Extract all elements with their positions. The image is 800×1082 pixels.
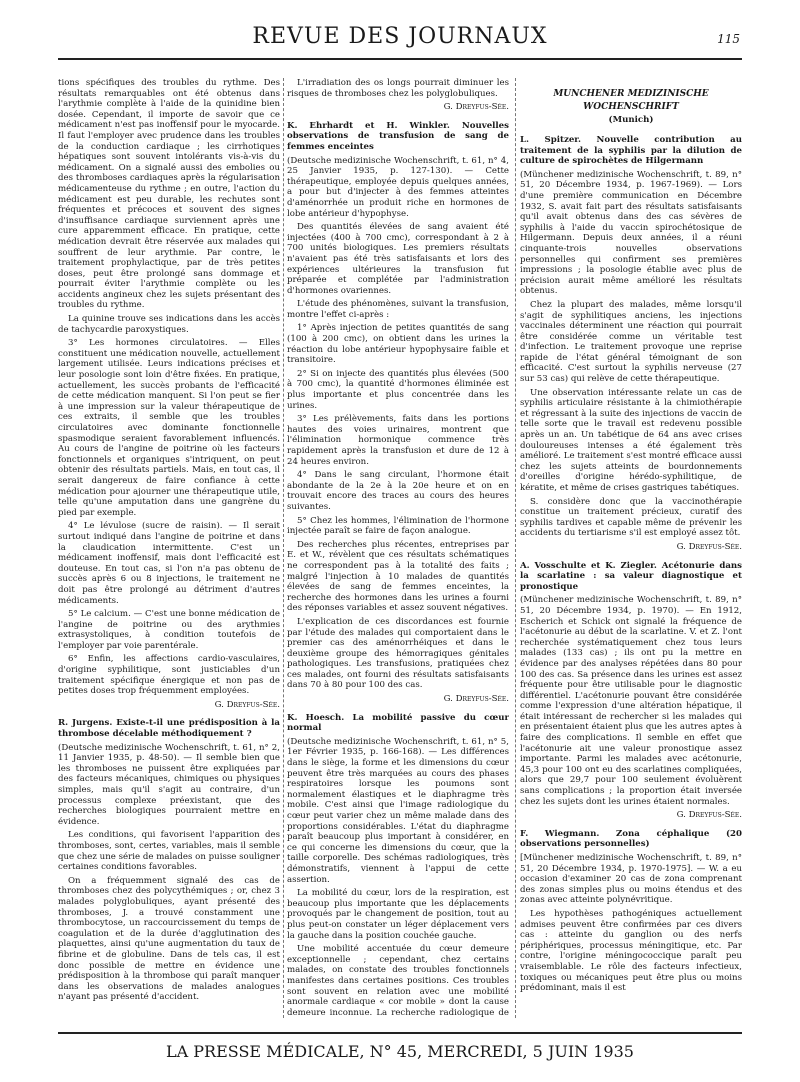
paragraph: (Deutsche medizinische Wochenschrift, t. 61, n° 2, 11 Janvier 1935, p. 48-50). — Il semble bien que les thromboses ne puissent être expliquées par des facteurs mécaniques, chimiques ou physiques simples, mais qu'il s'agit au contraire, d'un processus complexe préexistant, que des recherches biologiques pourraient mettre en évidence. bbox=[58, 742, 280, 827]
column-left bbox=[58, 78, 280, 1018]
article-title: A. Vosschulte et K. Ziegler. Acétonurie dans la scarlatine : sa valeur diagnostique et pronostique bbox=[520, 560, 742, 592]
page-footer: LA PRESSE MÉDICALE, N° 45, MERCREDI, 5 JUIN 1935 bbox=[58, 1032, 742, 1068]
page-title: REVUE DES JOURNAUX bbox=[252, 24, 548, 49]
paragraph: 4° Dans le sang circulant, l'hormone était abondante de la 2e à la 20e heure et on en trouvait encore des traces au cours des heures suivantes. bbox=[287, 470, 509, 512]
paragraph: Les hypothèses pathogéniques actuellement admises peuvent être confirmées par ces divers cas : atteinte du ganglion ou des nerfs périphériques, processus méningitique, etc. Par contre, l'origine méningococcique paraît peu vraisemblable. Le rôle des facteurs infectieux, toxiques ou mécaniques peut être plus ou moins prédominant, mais il est bbox=[520, 908, 742, 994]
author-signature: G. Dreyfus-Sée. bbox=[676, 810, 742, 821]
paragraph: 3° Les hormones circulatoires. — Elles constituent une médication nouvelle, actuellement largement utilisée. Leurs indications précises et leur posologie sont loin d'être fixées. En pratique, actuellement, les succès probants de l'efficacité de cette médication manquent. Si l'on peut se fier à une impression sur la valeur thérapeutique de ces extraits, il semble que les troubles circulatoires avec dominante fonctionnelle spasmodique seraient favorablement influencés. Au cours de l'angine de poitrine où les facteurs fonctionnels et organiques s'intriquent, on peut obtenir des résultats partiels. Mais, en tout cas, il serait dangereux de faire confiance à cette médication pour ajourner une thérapeutique utile, telle qu'une amputation dans une gangrène du pied par exemple. bbox=[58, 338, 280, 518]
paragraph: La quinine trouve ses indications dans les accès de tachycardie paroxystiques. bbox=[58, 314, 280, 335]
paragraph: (Deutsche medizinische Wochenschrift, t. 61, n° 5, 1er Février 1935, p. 166-168). — Les différences dans le siège, la forme et les dimensions du cœur peuvent être très marquées au cours des phases respiratoires lorsque les poumons sont normalement élastiques et le diaphragme très mobile. C'est ainsi que l'image radiologique du cœur peut varier chez un même malade dans des proportions considérables. L'état du diaphragme paraît beaucoup plus important à considérer, en ce qui concerne les dimensions du cœur, que la taille corporelle. Des schémas radiologiques, très démonstratifs, viennent à l'appui de cette assertion. bbox=[287, 736, 509, 885]
column-divider bbox=[283, 78, 284, 1018]
paragraph: 2° Si on injecte des quantités plus élevées (500 à 700 cmc), la quantité d'hormones éliminée est plus importante et plus concentrée dans les urines. bbox=[287, 368, 509, 411]
paragraph: L'explication de ces discordances est fournie par l'étude des malades qui comportaient dans le premier cas des aménorrhéiques et dans le deuxième groupe des hémorragiques génitales pathologiques. Les transfusions, pratiquées chez ces malades, ont fourni des résultats satisfaisants dans 70 à 80 pour 100 des cas. bbox=[287, 616, 509, 691]
page-header bbox=[58, 20, 742, 60]
author-signature: G. Dreyfus-Sée. bbox=[443, 102, 509, 113]
paragraph: (Münchener medizinische Wochenschrift, t. 89, n° 51, 20 Décembre 1934, p. 1967-1969). — Lors d'une première communication en Décembre 1932, S. avait fait part des résultats satisfaisants qu'il avait obtenus dans des cas sévères de syphilis à l'aide du vaccin spirochétosique de Hilgermann. Depuis deux années, il a réuni cinquante-trois nouvelles observations personnelles qui confirment ses premières impressions ; la posologie établie avec plus de précision aurait même amélioré les résultats obtenus. bbox=[520, 169, 742, 297]
column-middle bbox=[287, 78, 509, 1018]
paragraph: 5° Chez les hommes, l'élimination de l'hormone injectée paraît se faire de façon analogue. bbox=[287, 515, 509, 537]
paragraph: L'irradiation des os longs pourrait diminuer les risques de thromboses chez les polyglobuliques. bbox=[287, 78, 509, 99]
paragraph: 5° Le calcium. — C'est une bonne médication de l'angine de poitrine ou des arythmies extrasystoliques, à condition toutefois de l'employer par voie parentérale. bbox=[58, 609, 280, 651]
paragraph: La mobilité du cœur, lors de la respiration, est beaucoup plus importante que les déplacements provoqués par le changement de position, tout au plus peut-on constater un léger déplacement vers la gauche dans la position couchée gauche. bbox=[287, 888, 509, 941]
paragraph: Des recherches plus récentes, entreprises par E. et W., révèlent que ces résultats schématiques ne correspondent pas à la totalité des faits ; malgré l'injection à 10 malades de quantités élevées de sang de femmes enceintes, la recherche des hormones dans les urines a fourni des réponses variables et assez souvent négatives. bbox=[287, 539, 509, 614]
journal-city: (Munich) bbox=[608, 115, 654, 125]
paragraph: Une mobilité accentuée du cœur demeure exceptionnelle ; cependant, chez certains malades, on constate des troubles fonctionnels manifestes dans certaines positions. Ces troubles sont souvent en relation avec une mobilité anormale cardiaque « cor mobile » dont la cause demeure inconnue. La recherche radiologique de bbox=[287, 944, 509, 1018]
paragraph: Une observation intéressante relate un cas de syphilis articulaire résistante à la chimiothérapie et régressant à la suite des injections de vaccin de telle sorte que le travail est redevenu possible après un an. Un tabétique de 64 ans avec crises douloureuses intenses a été également très amélioré. Le traitement s'est montré efficace aussi chez les sujets atteints de bourdonnements d'oreilles d'origine hérédo-syphilitique, de kératite, et même de crises gastriques tabétiques. bbox=[520, 387, 742, 493]
paragraph: Les conditions, qui favorisent l'apparition des thromboses, sont, certes, variables, mais il semble que chez une série de malades on puisse souligner certaines conditions favorables. bbox=[58, 830, 280, 873]
paragraph: [Münchener medizinische Wochenschrift, t. 89, n° 51, 20 Décembre 1934, p. 1970-1975]. — W. a eu occasion d'examiner 20 cas de zona comprenant des zonas simples plus ou moins étendus et des zonas avec atteinte polynévritique. bbox=[520, 853, 742, 906]
article-title: K. Hoesch. La mobilité passive du cœur normal bbox=[287, 712, 509, 734]
paragraph: Des quantités élevées de sang avaient été injectées (400 à 700 cmc), correspondant à 2 à 700 unités biologiques. Les premiers résultats n'avaient pas été très satisfaisants et lors des expériences ultérieures la transfusion fut préparée et complétée par l'administration d'hormones ovariennes. bbox=[287, 222, 509, 296]
paragraph: L'étude des phénomènes, suivant la transfusion, montre l'effet ci-après : bbox=[287, 299, 509, 320]
article-title: K. Ehrhardt et H. Winkler. Nouvelles observations de transfusion de sang de femmes enceintes bbox=[287, 120, 509, 152]
paragraph: Chez la plupart des malades, même lorsqu'il s'agit de syphilitiques anciens, les injections vaccinales déterminent une réaction qui pourrait être considérée comme un véritable test d'infection. Le traitement provoque une reprise rapide de l'état général témoignant de son efficacité. C'est surtout la syphilis nerveuse (27 sur 53 cas) qui relève de cette thérapeutique. bbox=[520, 299, 742, 385]
paragraph: tions spécifiques des troubles du rythme. Des résultats remarquables ont été obtenus dans l'arythmie complète à l'aide de la quinidine bien dosée. Cependant, il importe de savoir que ce médicament n'est pas inoffensif pour le myocarde. Il faut l'employer avec prudence dans les troubles de la conduction cardiaque ; les cirrhotiques hépatiques sont souvent intolérants vis-à-vis du médicament. On a signalé aussi des embolies ou des thromboses cardiaques après la régularisation médicamenteuse du rythme ; en outre, l'action du médicament est peu durable, les rechutes sont fréquentes et précoces et souvent des signes d'insuffisance cardiaque surviennent après une cure apparemment efficace. En pratique, cette médication devrait être réservée aux malades qui souffrent de leur arythmie. Par contre, le traitement prophylactique, par de très petites doses, peut être prolongé sans dommage et pourrait éviter l'arythmie complète ou les accidents angineux chez les sujets présentant des troubles du rythme. bbox=[58, 78, 280, 311]
paragraph: 4° Le lévulose (sucre de raisin). — Il serait surtout indiqué dans l'angine de poitrine et dans la claudication intermittente. C'est un médicament inoffensif, mais dont l'efficacité est douteuse. En tout cas, si l'on n'a pas obtenu de succès après 6 ou 8 injections, le traitement ne doit pas être prolongé au détriment d'autres médicaments. bbox=[58, 521, 280, 606]
journal-heading bbox=[520, 88, 742, 127]
paragraph: S. considère donc que la vaccinothérapie constitue un traitement précieux, curatif des syphilis tardives et capable même de prévenir les accidents du tertiarisme s'il est employé assez tôt. bbox=[520, 496, 742, 539]
paragraph: 1° Après injection de petites quantités de sang (100 à 200 cmc), on obtient dans les urines la réaction du lobe antérieur hypophysaire faible et transitoire. bbox=[287, 323, 509, 366]
author-signature: G. Dreyfus-Sée. bbox=[443, 694, 509, 705]
author-signature: G. Dreyfus-Sée. bbox=[214, 699, 280, 710]
author-signature: G. Dreyfus-Sée. bbox=[676, 541, 742, 552]
paragraph: 3° Les prélèvements, faits dans les portions hautes des voies urinaires, montrent que l'élimination hormonique commence très rapidement après la transfusion et dure de 12 à 24 heures environ. bbox=[287, 414, 509, 467]
article-title: R. Jurgens. Existe-t-il une prédisposition à la thrombose décelable méthodiquement ? bbox=[58, 718, 280, 740]
journal-name: MUNCHENER MEDIZINISCHE WOCHENSCHRIFT bbox=[553, 89, 709, 112]
page-number: 115 bbox=[717, 32, 740, 46]
paragraph: On a fréquemment signalé des cas de thromboses chez des polycythémiques ; or, chez 3 malades polyglobuliques, ayant présenté des thromboses, J. a trouvé constamment une thrombocytose, un raccourcissement du temps de coagulation et de la durée d'agglutination des plaquettes, ainsi qu'une augmentation du taux de fibrine et de globuline. Dans de tels cas, il est donc possible de mettre en évidence une prédisposition à la thrombose qui paraît manquer dans les observations de malades analogues n'ayant pas présenté d'accident. bbox=[58, 875, 280, 1003]
paragraph: (Deutsche medizinische Wochenschrift, t. 61, n° 4, 25 Janvier 1935, p. 127-130). — Cette thérapeutique, employée depuis quelques années, a pour but d'injecter à des femmes atteintes d'aménorrhée un produit riche en hormones de lobe antérieur d'hypophyse. bbox=[287, 155, 509, 219]
column-divider bbox=[515, 78, 516, 1018]
paragraph: (Münchener medizinische Wochenschrift, t. 89, n° 51, 20 Décembre 1934, p. 1970). — En 1912, Escherich et Schick ont signalé la fréquence de l'acétonurie au début de la scarlatine. V. et Z. l'ont recherchée systématiquement chez tous leurs malades (133 cas) ; ils ont pu la mettre en évidence par des analyses répétées dans 80 pour 100 des cas. Sa présence dans les urines est assez fréquente pour être utilisable pour le diagnostic différentiel. L'acétonurie pouvant être considérée comme l'expression d'une altération hépatique, il était intéressant de rechercher si les malades qui en présentaient étaient plus que les autres aptes à faire des complications. Il semble en effet que l'acétonurie ait une valeur pronostique assez importante. Parmi les malades avec acétonurie, 45,3 pour 100 ont eu des scarlatines compliquées, alors que 29,7 pour 100 seulement évoluèrent sans complications ; la proportion était inversée chez les sujets dont les urines étaient normales. bbox=[520, 595, 742, 807]
article-columns bbox=[58, 78, 742, 1018]
article-title: L. Spitzer. Nouvelle contribution au traitement de la syphilis par la dilution de culture de spirochètes de Hilgermann bbox=[520, 135, 742, 167]
column-right bbox=[520, 78, 742, 1018]
article-title: F. Wiegmann. Zona céphalique (20 observations personnelles) bbox=[520, 828, 742, 850]
paragraph: 6° Enfin, les affections cardio-vasculaires, d'origine syphilitique, sont justiciables d'un traitement spécifique énergique et non pas de petites doses trop fréquemment employées. bbox=[58, 654, 280, 697]
